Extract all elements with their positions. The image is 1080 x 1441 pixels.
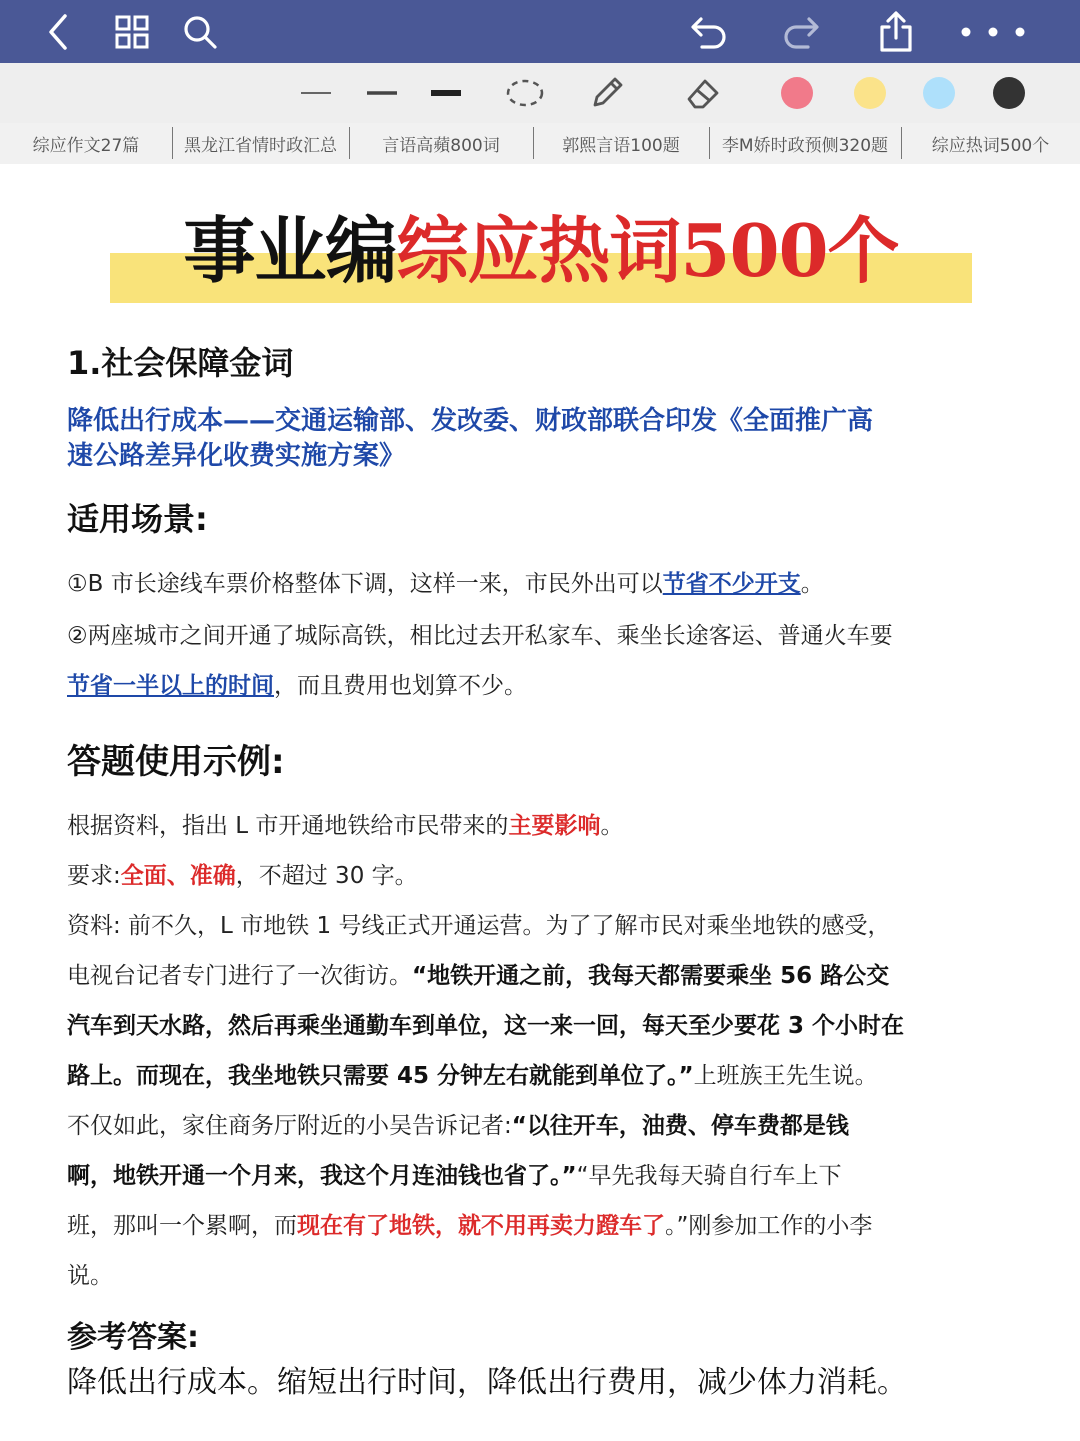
thick-line-icon[interactable] — [426, 71, 466, 115]
example-line: 要求:全面、准确，不超过 30 字。 — [67, 863, 418, 889]
medium-line-icon[interactable] — [362, 71, 402, 115]
example-line: 不仅如此，家住商务厅附近的小吴告诉记者:“以往开车，油费、停车费都是钱 — [67, 1113, 849, 1139]
topic-subtitle-line: 速公路差异化收费实施方案》 — [67, 441, 406, 471]
tab-hot-words[interactable]: 综应热词500个 — [901, 123, 1080, 164]
document-page — [0, 164, 1080, 1441]
example-line: 说。 — [67, 1263, 113, 1289]
tab-language-questions[interactable]: 郭熙言语100题 — [533, 123, 709, 164]
tab-composition[interactable]: 综应作文27篇 — [32, 136, 140, 156]
scene-line: ②两座城市之间开通了城际高铁，相比过去开私家车、乘坐长途客运、普通火车要 — [67, 623, 893, 649]
scene-line: ①B 市长途线车票价格整体下调，这样一来，市民外出可以节省不少开支。 — [67, 571, 824, 597]
share-icon[interactable] — [874, 10, 918, 54]
example-line: 汽车到天水路，然后再乘坐通勤车到单位，这一来一回，每天至少要花 3 个小时在 — [67, 1013, 905, 1039]
back-arrow-icon[interactable] — [36, 10, 80, 54]
more-icon[interactable] — [952, 10, 1032, 54]
scene-heading: 适用场景: — [67, 500, 208, 538]
example-line: 资料: 前不久，L 市地铁 1 号线正式开通运营。为了了解市民对乘坐地铁的感受， — [67, 913, 891, 939]
pink-color-swatch[interactable] — [779, 71, 815, 115]
drawing-toolbar — [0, 63, 1080, 123]
tab-current-affairs[interactable]: 李M娇时政预侧320题 — [709, 123, 901, 164]
scene-line: 节省一半以上的时间，而且费用也划算不少。 — [67, 673, 527, 699]
section-heading: 1.社会保障金词 — [67, 344, 294, 382]
title-red-part: 综应热词500个 — [396, 208, 899, 293]
highlight-phrase: 节省一半以上的时间 — [67, 673, 274, 699]
document-tabs — [0, 123, 1080, 164]
search-icon[interactable] — [178, 10, 222, 54]
dark-color-swatch[interactable] — [991, 71, 1027, 115]
title-black-part: 事业编 — [183, 208, 397, 293]
page-title — [110, 206, 972, 303]
grid-icon[interactable] — [110, 10, 154, 54]
example-line: 电视台记者专门进行了一次街访。“地铁开通之前，我每天都需要乘坐 56 路公交 — [67, 963, 890, 989]
tab-heilongjiang-news[interactable]: 黑龙江省情时政汇总 — [172, 123, 349, 164]
example-line: 啊，地铁开通一个月来，我这个月连油钱也省了。”“早先我每天骑自行车上下 — [67, 1163, 842, 1189]
example-line: 根据资料，指出 L 市开通地铁给市民带来的主要影响。 — [67, 813, 624, 839]
highlight-phrase: 节省不少开支 — [662, 571, 801, 597]
lasso-icon[interactable] — [502, 71, 548, 115]
example-heading: 答题使用示例: — [67, 742, 285, 782]
scene-paragraph — [67, 559, 1017, 711]
example-paragraph — [67, 801, 1017, 1301]
thin-line-icon[interactable] — [296, 71, 336, 115]
pencil-icon[interactable] — [584, 71, 630, 115]
light-blue-color-swatch[interactable] — [921, 71, 957, 115]
eraser-icon[interactable] — [680, 71, 726, 115]
example-line: 班，那叫一个累啊，而现在有了地铁，就不用再卖力蹬车了。”刚参加工作的小李 — [67, 1213, 873, 1239]
topic-subtitle-line: 降低出行成本——交通运输部、发改委、财政部联合印发《全面推广高 — [67, 406, 874, 436]
topic-subtitle — [67, 404, 987, 474]
undo-icon[interactable] — [686, 10, 730, 54]
yellow-color-swatch[interactable] — [852, 71, 888, 115]
answer-heading: 参考答案: — [67, 1320, 199, 1355]
tab-vocabulary[interactable]: 言语高蘋800词 — [349, 123, 533, 164]
redo-icon[interactable] — [780, 10, 824, 54]
top-navigation-bar — [0, 0, 1080, 63]
example-line: 路上。而现在，我坐地铁只需要 45 分钟左右就能到单位了。”上班族王先生说。 — [67, 1063, 878, 1089]
answer-text: 降低出行成本。缩短出行时间，降低出行费用，减少体力消耗。 — [67, 1365, 907, 1400]
